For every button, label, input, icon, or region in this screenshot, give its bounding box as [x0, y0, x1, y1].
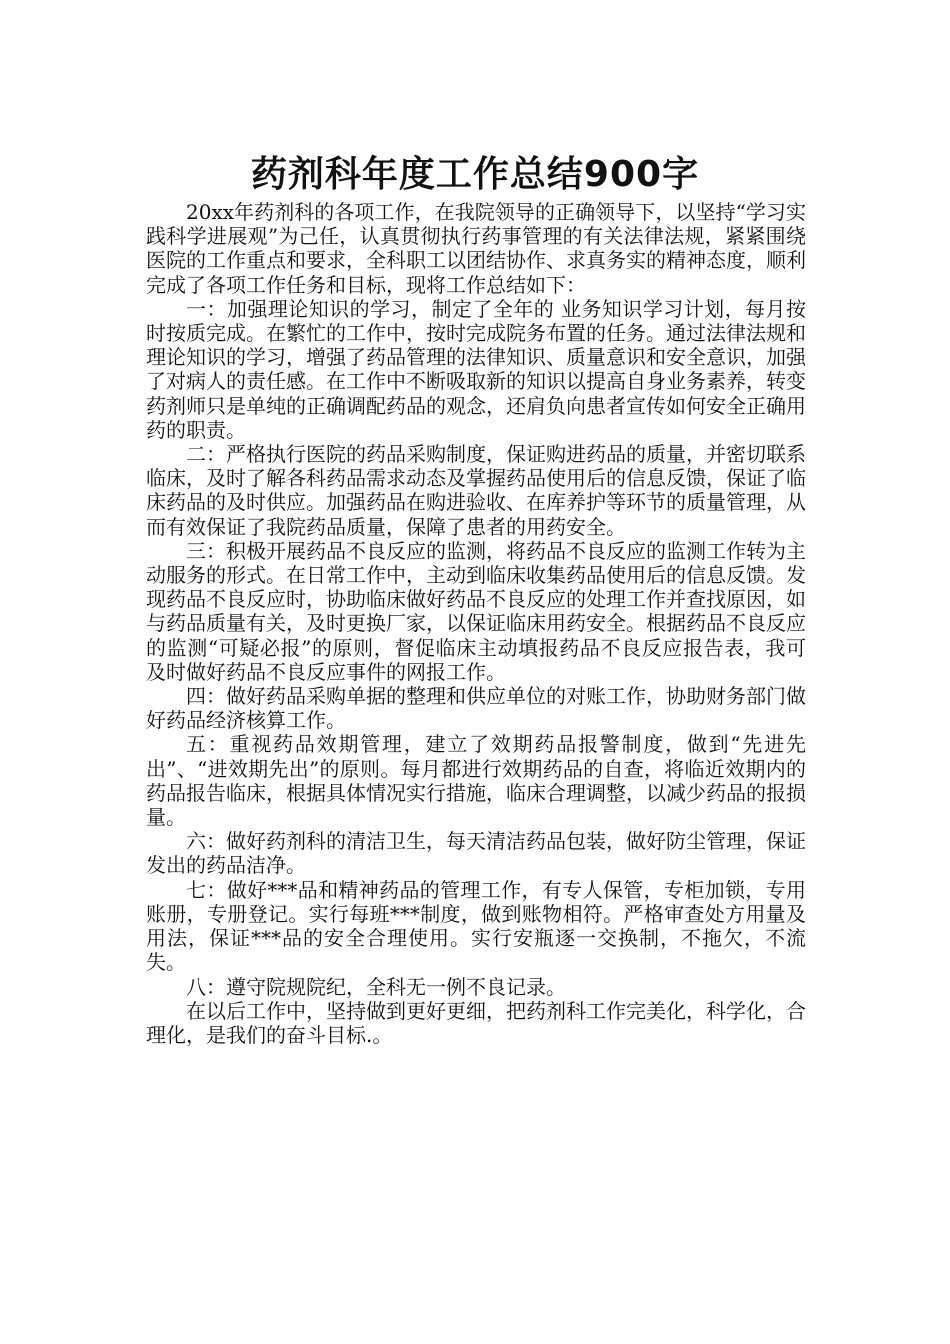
intro-paragraph: 20xx年药剂科的各项工作，在我院领导的正确领导下，以坚持“学习实践科学进展观”为己任，认真贯彻执行药事管理的有关法律法规，紧紧围绕医院的工作重点和要求，全科职工以团结协作、求真务实的精神态度，顺利完成了各项工作任务和目标，现将工作总结如下：: [146, 200, 806, 297]
section-1-paragraph: 一：加强理论知识的学习，制定了全年的 业务知识学习计划，每月按时按质完成。在繁忙的工作中，按时完成院务布置的任务。通过法律法规和理论知识的学习，增强了药品管理的法律知识、质量意识和安全意识，加强了对病人的责任感。在工作中不断吸取新的知识以提高自身业务素养，转变药剂师只是单纯的正确调配药品的观念，还肩负向患者宣传如何安全正确用药的职责。: [146, 296, 806, 442]
document-title: 药剂科年度工作总结900字: [250, 154, 700, 196]
section-6-paragraph: 六：做好药剂科的清洁卫生，每天清洁药品包装，做好防尘管理，保证发出的药品洁净。: [146, 829, 806, 878]
section-7-paragraph: 七：做好***品和精神药品的管理工作，有专人保管，专柜加锁，专用账册，专册登记。实行每班***制度，做到账物相符。严格审查处方用量及用法，保证***品的安全合理使用。实行安瓶逐一交换制，不拖欠，不流失。: [146, 877, 806, 975]
section-5-paragraph: 五：重视药品效期管理，建立了效期药品报警制度，做到“先进先出”、“进效期先出”的原则。每月都进行效期药品的自查，将临近效期内的药品报告临床，根据具体情况实行措施，临床合理调整，以减少药品的报损量。: [146, 732, 806, 830]
section-8-paragraph: 八：遵守院规院纪，全科无一例不良记录。: [186, 974, 566, 999]
section-4-paragraph: 四：做好药品采购单据的整理和供应单位的对账工作，协助财务部门做好药品经济核算工作。: [146, 684, 806, 733]
closing-paragraph: 在以后工作中，坚持做到更好更细，把药剂科工作完美化，科学化，合理化，是我们的奋斗目标.。: [146, 998, 806, 1047]
document-body: [146, 200, 806, 1047]
section-2-paragraph: 二：严格执行医院的药品采购制度，保证购进药品的质量，并密切联系临床，及时了解各科药品需求动态及掌握药品使用后的信息反馈，保证了临床药品的及时供应。加强药品在购进验收、在库养护等环节的质量管理，从而有效保证了我院药品质量，保障了患者的用药安全。: [146, 442, 806, 539]
section-3-paragraph: 三：积极开展药品不良反应的监测，将药品不良反应的监测工作转为主动服务的形式。在日常工作中，主动到临床收集药品使用后的信息反馈。发现药品不良反应时，协助临床做好药品不良反应的处理工作并查找原因，如与药品质量有关，及时更换厂家，以保证临床用药安全。根据药品不良反应的监测“可疑必报”的原则，督促临床主动填报药品不良反应报告表，我可及时做好药品不良反应事件的网报工作。: [146, 538, 806, 684]
